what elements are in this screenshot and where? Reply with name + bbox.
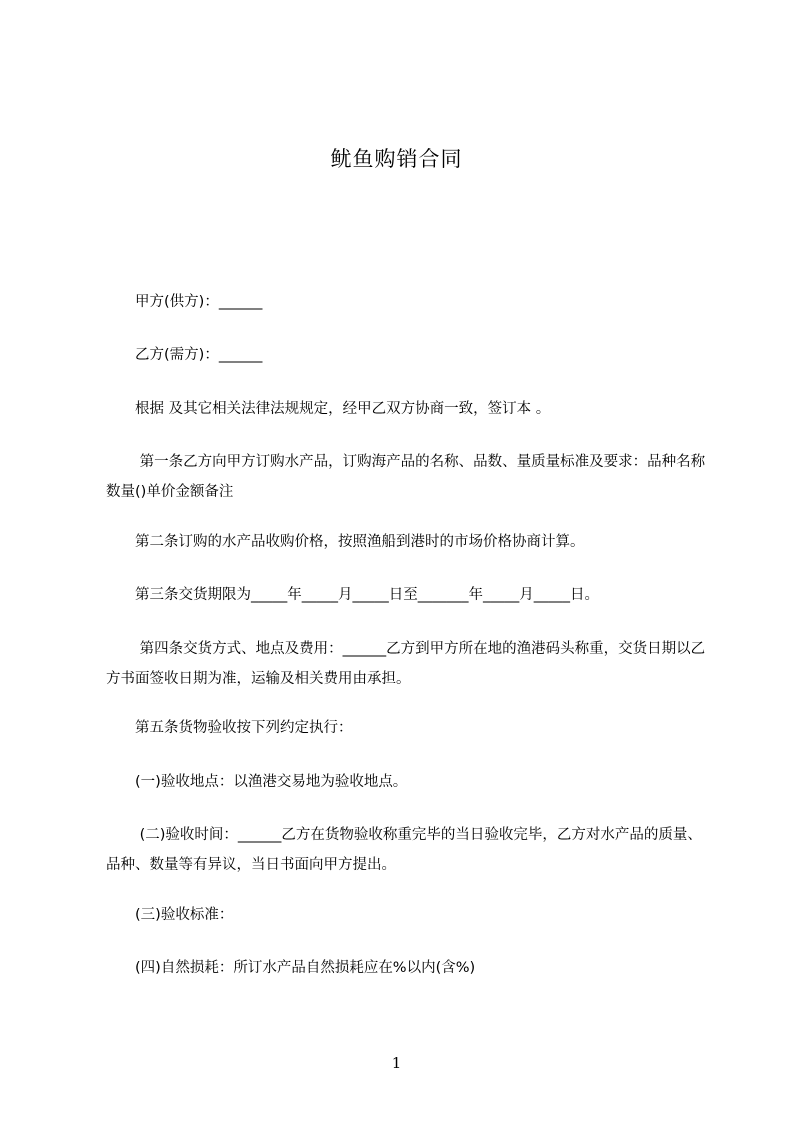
natural-loss-item: (四)自然损耗：所订水产品自然损耗应在%以内(含%) bbox=[135, 960, 476, 976]
article-3-paragraph: 第三条交货期限为_____年_____月_____日至_______年_____月_____日。 bbox=[135, 587, 599, 603]
article-4-paragraph: 第四条交货方式、地点及费用：______乙方到甲方所在地的渔港码头称重，交货日期以乙方书面签收日期为准，运输及相关费用由承担。 bbox=[106, 641, 706, 687]
preamble-paragraph: 根据 及其它相关法律法规规定，经甲乙双方协商一致，签订本 。 bbox=[135, 401, 551, 417]
article-1-paragraph: 第一条乙方向甲方订购水产品，订购海产品的名称、品数、量质量标准及要求：品种名称数量()单价金额备注 bbox=[106, 454, 706, 500]
inspection-time-item: (二)验收时间：______乙方在货物验收称重完毕的当日验收完毕，乙方对水产品的质量、品种、数量等有异议，当日书面向甲方提出。 bbox=[106, 827, 702, 873]
party-b-line: 乙方(需方)：______ bbox=[135, 347, 263, 363]
party-a-line: 甲方(供方)：______ bbox=[135, 294, 263, 310]
page-number: 1 bbox=[391, 1054, 402, 1072]
document-title: 鱿鱼购销合同 bbox=[330, 147, 463, 171]
article-2-paragraph: 第二条订购的水产品收购价格，按照渔船到港时的市场价格协商计算。 bbox=[135, 534, 585, 550]
inspection-standard-item: (三)验收标准： bbox=[135, 907, 234, 923]
inspection-location-item: (一)验收地点：以渔港交易地为验收地点。 bbox=[135, 774, 408, 790]
article-5-paragraph: 第五条货物验收按下列约定执行： bbox=[135, 720, 353, 736]
